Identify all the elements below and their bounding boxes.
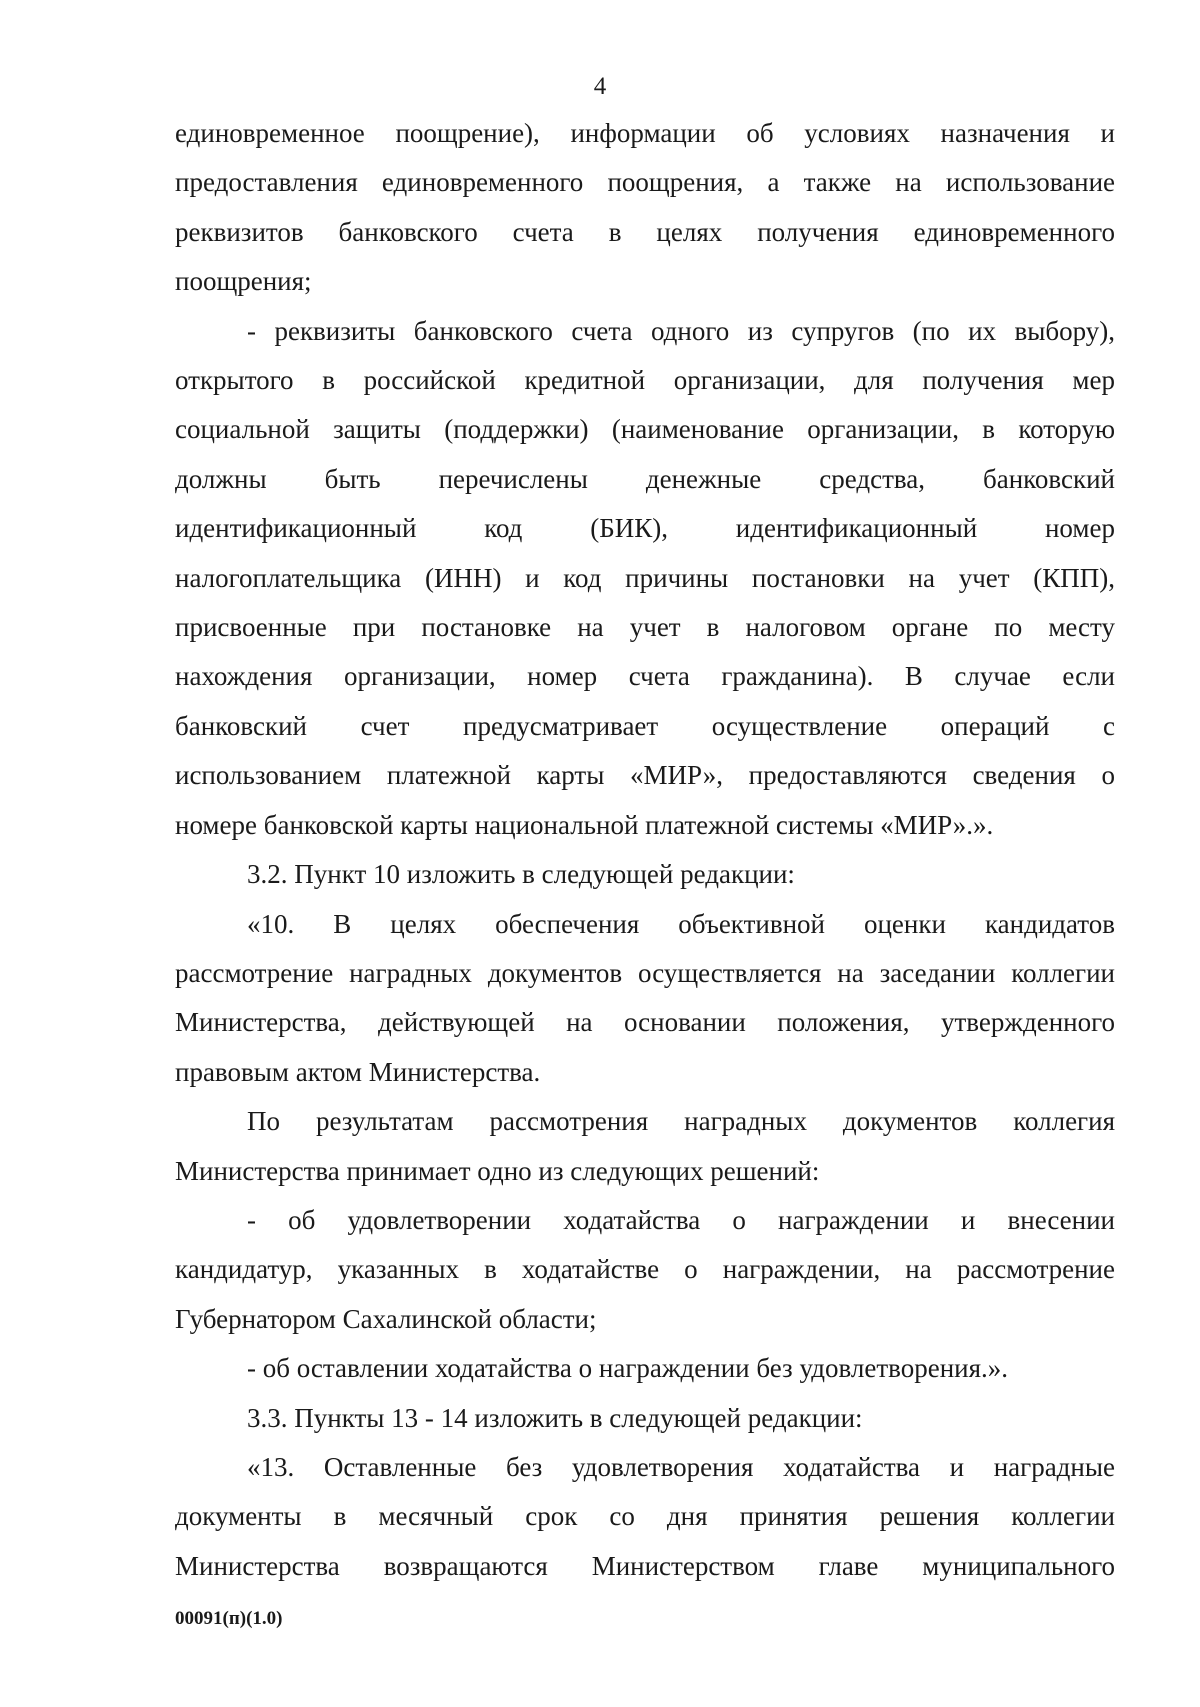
text-line: присвоенные при постановке на учет в налоговом органе по месту — [175, 612, 1115, 643]
text-line: поощрения; — [175, 266, 312, 297]
text-line: «10. В целях обеспечения объективной оценки кандидатов — [247, 908, 1115, 939]
paragraph-3-2-heading — [175, 850, 1115, 899]
paragraph-continuation — [175, 109, 1115, 307]
paragraph-3-3-heading — [175, 1394, 1115, 1443]
text-line: - об удовлетворении ходатайства о награждении и внесении — [247, 1204, 1115, 1235]
paragraph-item-13 — [175, 1443, 1115, 1591]
page-number: 4 — [593, 73, 607, 100]
text-line: 3.2. Пункт 10 изложить в следующей редакции: — [247, 859, 795, 890]
text-line: нахождения организации, номер счета гражданина). В случае если — [175, 661, 1115, 692]
paragraph-bank-details — [175, 307, 1115, 850]
text-line: документы в месячный срок со дня принятия решения коллегии — [175, 1501, 1115, 1532]
text-line: - об оставлении ходатайства о награждении без удовлетворения.». — [247, 1353, 1009, 1384]
document-code: 00091(п)(1.0) — [175, 1608, 283, 1629]
text-line: правовым актом Министерства. — [175, 1056, 541, 1087]
text-line: налогоплательщика (ИНН) и код причины постановки на учет (КПП), — [175, 562, 1115, 593]
text-line: 3.3. Пункты 13 - 14 изложить в следующей редакции: — [247, 1402, 863, 1433]
paragraph-decision-approve — [175, 1196, 1115, 1344]
text-line: Министерства принимает одно из следующих решений: — [175, 1155, 820, 1186]
text-line: должны быть перечислены денежные средства, банковский — [175, 463, 1115, 494]
text-line: банковский счет предусматривает осуществление операций с — [175, 710, 1115, 741]
paragraph-decisions — [175, 1097, 1115, 1196]
text-line: номере банковской карты национальной платежной системы «МИР».». — [175, 809, 994, 840]
text-line: предоставления единовременного поощрения, а также на использование — [175, 167, 1115, 198]
text-line: По результатам рассмотрения наградных документов коллегия — [247, 1106, 1115, 1137]
text-line: социальной защиты (поддержки) (наименование организации, в которую — [175, 414, 1115, 445]
paragraph-decision-reject — [175, 1344, 1115, 1393]
paragraph-item-10 — [175, 900, 1115, 1098]
text-line: Министерства, действующей на основании положения, утвержденного — [175, 1007, 1115, 1038]
text-line: «13. Оставленные без удовлетворения ходатайства и наградные — [247, 1451, 1115, 1482]
text-line: кандидатур, указанных в ходатайстве о награждении, на рассмотрение — [175, 1254, 1115, 1285]
text-line: рассмотрение наградных документов осуществляется на заседании коллегии — [175, 957, 1115, 988]
document-body — [175, 109, 1115, 1591]
text-line: идентификационный код (БИК), идентификационный номер — [175, 513, 1115, 544]
text-line: единовременное поощрение), информации об условиях назначения и — [175, 118, 1115, 148]
text-line: Губернатором Сахалинской области; — [175, 1303, 597, 1334]
text-line: открытого в российской кредитной организации, для получения мер — [175, 365, 1115, 396]
text-line: использованием платежной карты «МИР», предоставляются сведения о — [175, 760, 1115, 791]
text-line: Министерства возвращаются Министерством главе муниципального — [175, 1550, 1115, 1581]
text-line: реквизитов банковского счета в целях получения единовременного — [175, 216, 1115, 247]
text-line: - реквизиты банковского счета одного из супругов (по их выбору), — [247, 315, 1115, 346]
